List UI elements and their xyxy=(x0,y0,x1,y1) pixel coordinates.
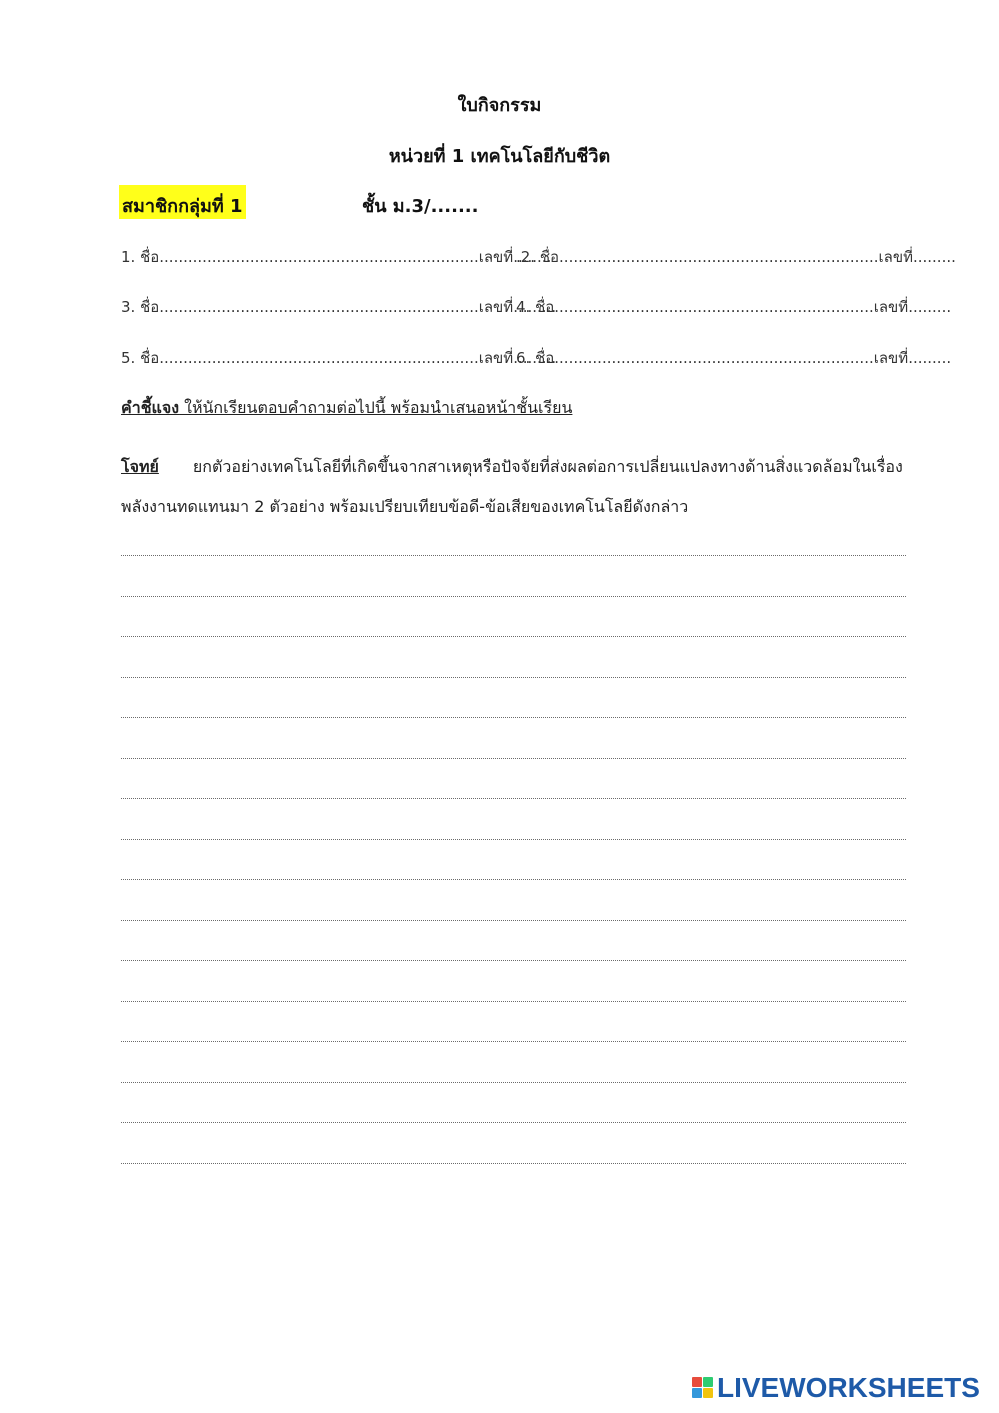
answer-line[interactable] xyxy=(121,960,906,961)
answer-line[interactable] xyxy=(121,555,906,556)
brand-name: LIVEWORKSHEETS xyxy=(717,1372,980,1403)
member-name-field[interactable]: .2. ชื่อ...................................................................เลขที่......... xyxy=(516,248,956,266)
answer-line[interactable] xyxy=(121,596,906,597)
liveworksheets-logo-icon xyxy=(692,1377,714,1399)
answer-line[interactable] xyxy=(121,677,906,678)
instruction-text: ให้นักเรียนตอบคำถามต่อไปนี้ พร้อมนำเสนอหน้าชั้นเรียน xyxy=(179,398,573,417)
member-row xyxy=(121,295,952,319)
answer-line[interactable] xyxy=(121,1082,906,1083)
worksheet-title: ใบกิจกรรม xyxy=(457,95,542,116)
class-label: ชั้น ม.3/....... xyxy=(362,196,479,217)
member-name-field[interactable]: 4. ชื่อ...................................................................เลขที่......... xyxy=(516,298,952,316)
answer-line[interactable] xyxy=(121,920,906,921)
member-name-field[interactable]: 3. ชื่อ...................................................................เลขที่......... xyxy=(121,298,557,316)
unit-subtitle: หน่วยที่ 1 เทคโนโลยีกับชีวิต xyxy=(388,146,611,167)
answer-line[interactable] xyxy=(121,717,906,718)
member-row xyxy=(121,245,956,269)
group-label: สมาชิกกลุ่มที่ 1 xyxy=(119,185,246,219)
answer-line[interactable] xyxy=(121,758,906,759)
instruction-label: คำชี้แจง xyxy=(121,398,180,417)
member-name-field[interactable]: 1. ชื่อ...................................................................เลขที่........ xyxy=(121,248,552,266)
answer-line[interactable] xyxy=(121,636,906,637)
member-name-field[interactable]: 5. ชื่อ...................................................................เลขที่......... xyxy=(121,349,557,367)
member-row xyxy=(121,346,952,370)
instruction xyxy=(121,396,572,421)
liveworksheets-brand xyxy=(692,1372,980,1404)
question-text: ยกตัวอย่างเทคโนโลยีที่เกิดขึ้นจากสาเหตุหรือปัจจัยที่ส่งผลต่อการเปลี่ยนแปลงทางด้านสิ่งแวดล้อมในเรื่องพลังงานทดแทนมา 2 ตัวอย่าง พร้อมเปรียบเทียบข้อดี-ข้อเสียของเทคโนโลยีดังกล่าว xyxy=(121,457,903,516)
question-label: โจทย์ xyxy=(121,457,159,476)
answer-line[interactable] xyxy=(121,1122,906,1123)
answer-line[interactable] xyxy=(121,839,906,840)
answer-line[interactable] xyxy=(121,1041,906,1042)
answer-line[interactable] xyxy=(121,879,906,880)
logo-square xyxy=(692,1377,702,1387)
logo-square xyxy=(703,1377,713,1387)
answer-line[interactable] xyxy=(121,798,906,799)
member-name-field[interactable]: 6. ชื่อ...................................................................เลขที่......... xyxy=(516,349,952,367)
answer-line[interactable] xyxy=(121,1001,906,1002)
logo-square xyxy=(703,1388,713,1398)
question xyxy=(121,447,911,527)
logo-square xyxy=(692,1388,702,1398)
answer-line[interactable] xyxy=(121,1163,906,1164)
